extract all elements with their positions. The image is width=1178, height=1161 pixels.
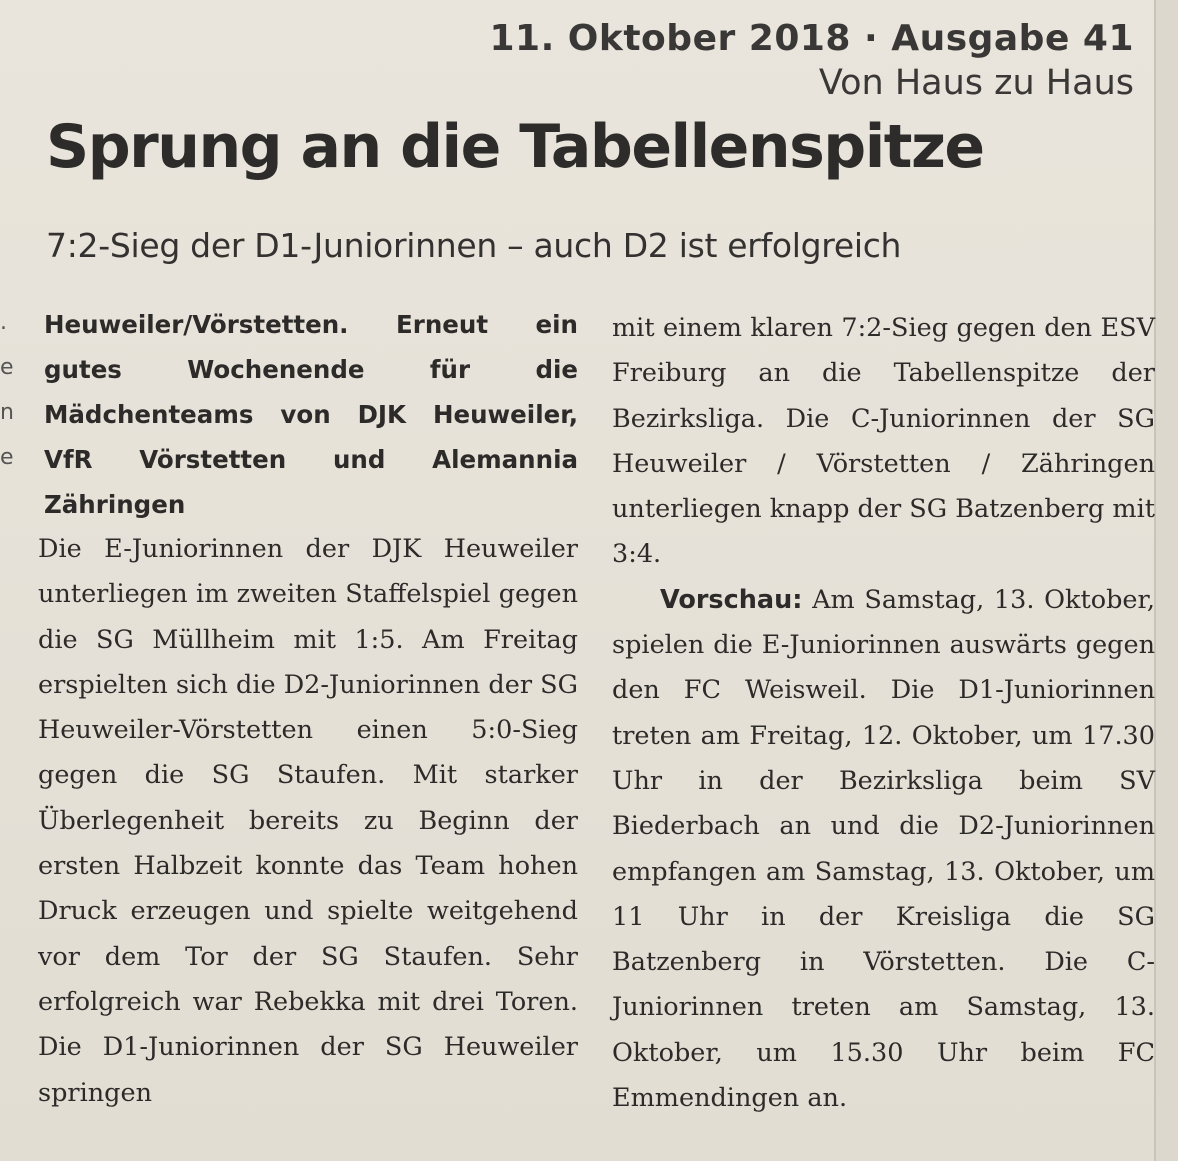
article-body-part-2: mit einem klaren 7:2-Sieg gegen den ESV Freiburg an die Tabellenspitze der Bezirksliga. Die C-Juniorinnen der SG Heuweiler / Vörstetten / Zähringen unterliegen knapp der SG Batzenberg mit 3:4. (612, 313, 1155, 570)
article-column-right (612, 306, 1155, 1121)
section-name: Von Haus zu Haus (818, 63, 1134, 103)
right-edge-rule (1154, 0, 1178, 1161)
article-body-part-1: Die E-Juniorinnen der DJK Heuweiler unterliegen im zweiten Staffelspiel gegen die SG Müllheim mit 1:5. Am Freitag erspielten sich die D2-Juniorinnen der SG Heuweiler-Vörstetten einen 5:0-Sieg gegen die SG Staufen. Mit starker Überlegenheit bereits zu Beginn der ersten Halbzeit konnte das Team hohen Druck erzeugen und spielte weitgehend vor dem Tor der SG Staufen. Sehr erfolgreich war Rebekka mit drei Toren. Die D1-Juniorinnen der SG Heuweiler springen (38, 534, 578, 1108)
article-preview (612, 578, 1155, 1122)
article-subheadline: 7:2-Sieg der D1-Juniorinnen – auch D2 ist erfolgreich (46, 226, 902, 265)
article-intro: Heuweiler/Vörstetten. Erneut ein gutes Wochenende für die Mädchenteams von DJK Heuweiler, VfR Vörstetten und Alemannia Zähringen (44, 310, 578, 519)
issue-date: 11. Oktober 2018 · Ausgabe 41 (489, 18, 1134, 59)
preview-text: Am Samstag, 13. Oktober, spielen die E-Juniorinnen auswärts gegen den FC Weisweil. Die D1-Juniorinnen treten am Freitag, 12. Oktober, um 17.30 Uhr in der Bezirksliga beim SV Biederbach an und die D2-Juniorinnen empfangen am Samstag, 13. Oktober, um 11 Uhr in der Kreisliga die SG Batzenberg in Vörstetten. Die C-Juniorinnen treten am Samstag, 13. Oktober, um 15.30 Uhr beim FC Emmendingen an. (612, 584, 1155, 1114)
article-headline: Sprung an die Tabellenspitze (46, 112, 984, 182)
left-column-fragments: . e n e (0, 310, 14, 470)
article-column-left (38, 302, 578, 1116)
preview-label: Vorschau: (660, 584, 803, 615)
masthead (490, 18, 1135, 103)
